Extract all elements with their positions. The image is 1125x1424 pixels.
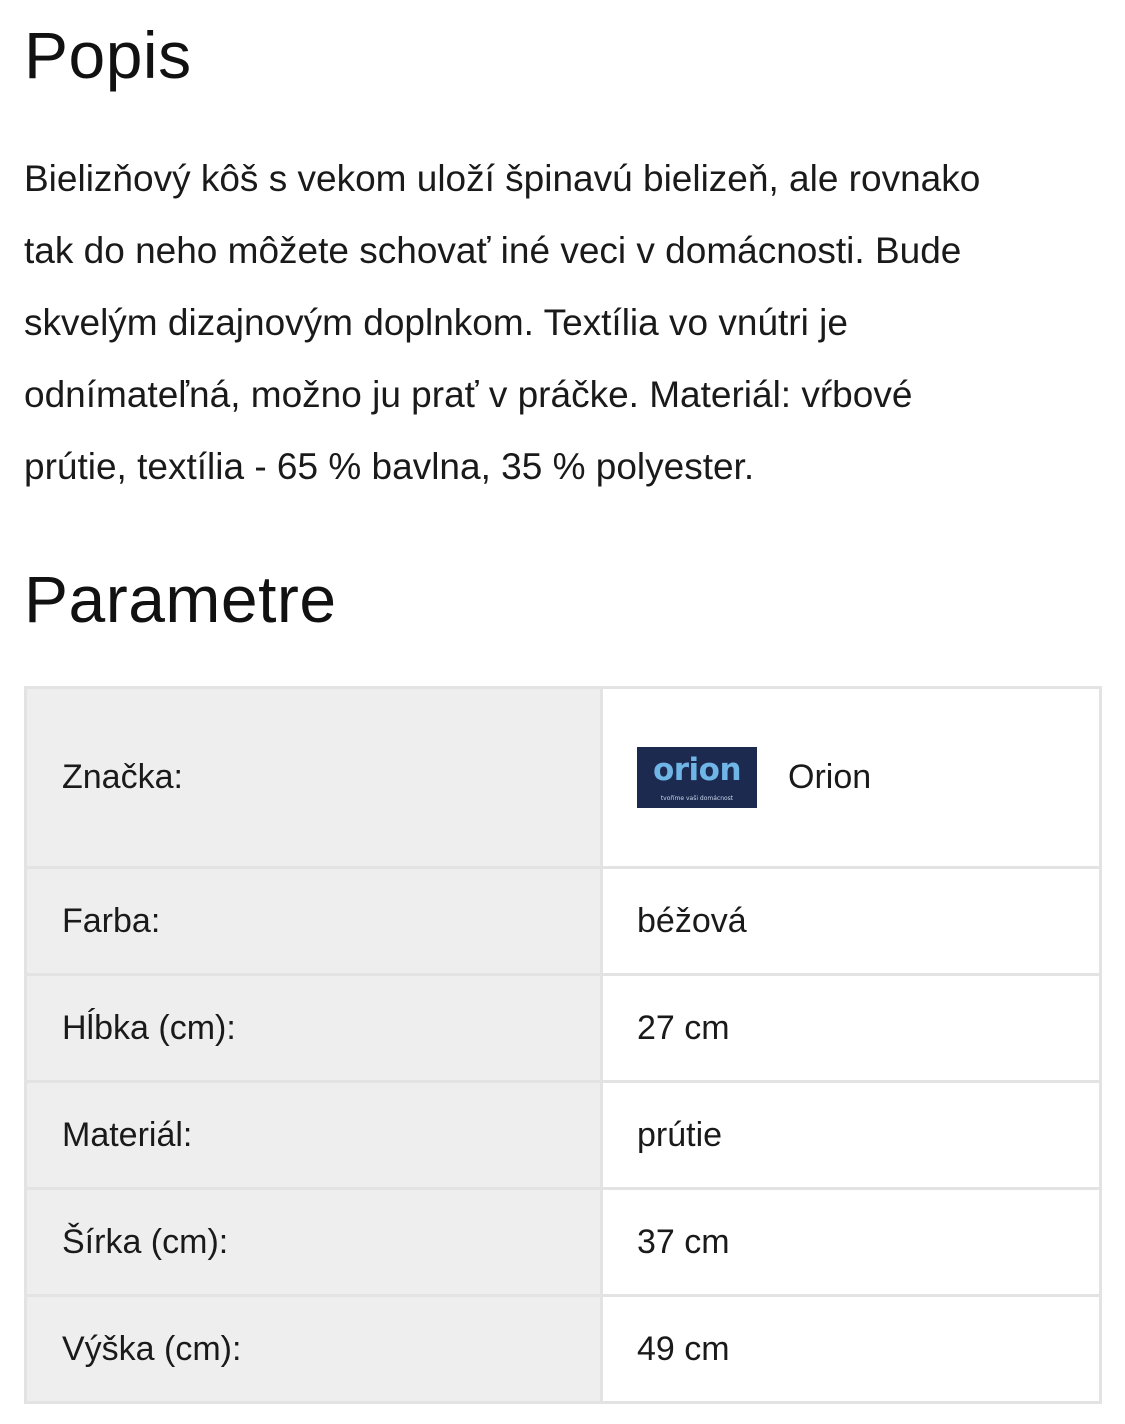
param-label: Materiál: bbox=[26, 1082, 602, 1189]
param-value: prútie bbox=[602, 1082, 1101, 1189]
param-label: Farba: bbox=[26, 868, 602, 975]
brand-name-link[interactable]: Orion bbox=[788, 758, 872, 796]
description-line: prútie, textília - 65 % bavlna, 35 % polyester. bbox=[24, 446, 755, 487]
param-label: Šírka (cm): bbox=[26, 1189, 602, 1296]
table-row bbox=[26, 1296, 1101, 1403]
table-row bbox=[26, 1189, 1101, 1296]
description-line: odnímateľná, možno ju prať v práčke. Materiál: vŕbové bbox=[24, 374, 913, 415]
param-label: Hĺbka (cm): bbox=[26, 975, 602, 1082]
brand-logo-word: orion bbox=[652, 752, 742, 788]
brand-wrap bbox=[637, 747, 1099, 808]
param-value: 37 cm bbox=[602, 1189, 1101, 1296]
table-row bbox=[26, 868, 1101, 975]
param-label: Výška (cm): bbox=[26, 1296, 602, 1403]
description-line: skvelým dizajnovým doplnkom. Textília vo vnútri je bbox=[24, 302, 848, 343]
param-value-brand bbox=[602, 688, 1101, 868]
parameters-table bbox=[24, 686, 1102, 1404]
table-row bbox=[26, 1082, 1101, 1189]
brand-logo[interactable] bbox=[637, 747, 757, 808]
param-label: Značka: bbox=[26, 688, 602, 868]
description-line: tak do neho môžete schovať iné veci v domácnosti. Bude bbox=[24, 230, 962, 271]
table-row bbox=[26, 975, 1101, 1082]
description-text bbox=[24, 143, 1102, 503]
brand-logo-tagline: tvoříme vaši domácnost bbox=[660, 795, 734, 802]
description-line: Bielizňový kôš s vekom uloží špinavú bielizeň, ale rovnako bbox=[24, 158, 981, 199]
param-value: 27 cm bbox=[602, 975, 1101, 1082]
description-heading: Popis bbox=[24, 18, 192, 92]
param-value: béžová bbox=[602, 868, 1101, 975]
parameters-heading: Parametre bbox=[24, 562, 337, 636]
param-value: 49 cm bbox=[602, 1296, 1101, 1403]
table-row-brand bbox=[26, 688, 1101, 868]
